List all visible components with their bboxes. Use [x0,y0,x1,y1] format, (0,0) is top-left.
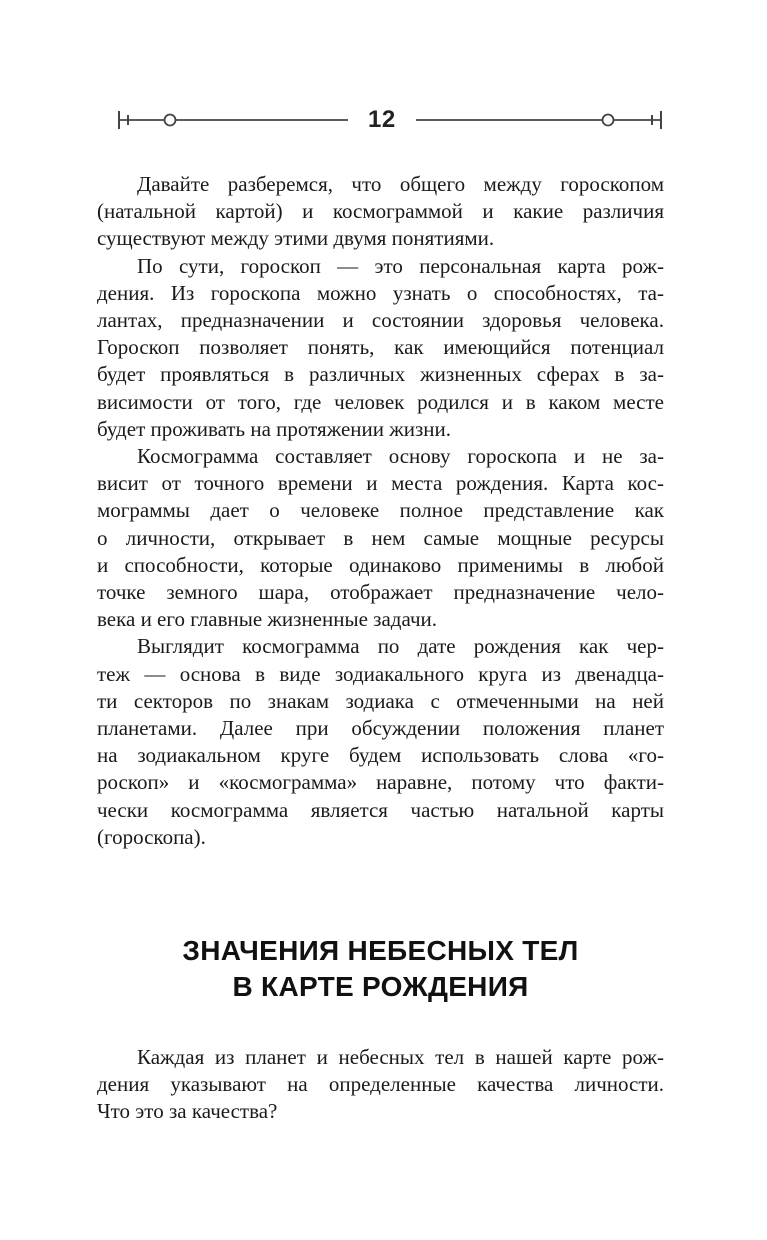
section-heading-line: ЗНАЧЕНИЯ НЕБЕСНЫХ ТЕЛ [182,935,579,966]
page-number: 12 [368,106,396,133]
ornament-circle-icon [602,115,613,126]
text-line: Каждая из планет и небесных тел в нашей карте рож- [137,1045,664,1069]
text-line: дения. Из гороскопа можно узнать о способностях, та- [97,280,664,305]
text-line: Что это за качества? [97,1099,278,1124]
text-line: ти секторов по знакам зодиака с отмеченными на ней [97,688,664,713]
text-line: Выглядит космограмма по дате рождения как чер- [137,634,664,659]
text-line: теж — основа в виде зодиакального круга из двенадца- [97,661,664,686]
paragraph [97,253,664,443]
text-line: существуют между этими двумя понятиями. [97,226,495,251]
text-line: будет проявляться в различных жизненных сферах в за- [97,362,664,387]
text-line: о личности, открывает в нем самые мощные ресурсы [97,525,664,550]
paragraph [97,1044,664,1126]
closing-text [97,1044,664,1126]
text-line: роскоп» и «космограмма» наравне, потому что факти- [97,770,664,795]
text-line: дения указывают на определенные качества личности. [97,1072,664,1097]
text-line: века и его главные жизненные задачи. [97,607,437,632]
text-line: на зодиакальном круге будем использовать слова «го- [97,743,664,768]
text-line: По сути, гороскоп — это персональная карта рож- [137,253,664,278]
paragraph [97,443,664,633]
header-ornament-right [416,110,663,130]
text-line: (гороскопа). [97,824,206,849]
ornament-circle-icon [165,115,176,126]
text-line: чески космограмма является частью натальной карты [97,797,664,822]
text-line: Давайте разберемся, что общего между гороскопом [137,172,664,196]
body-text [97,171,664,851]
text-line: точке земного шара, отображает предназначение чело- [97,580,664,605]
text-line: мограммы дает о человеке полное представление как [97,498,664,523]
text-line: и способности, которые одинаково применимы в любой [97,552,664,577]
section-heading [97,933,664,1005]
paragraph [97,171,664,253]
page-header [118,103,659,137]
text-line: Гороскоп позволяет понять, как имеющийся потенциал [97,335,664,360]
section-heading-line: В КАРТЕ РОЖДЕНИЯ [232,971,529,1002]
text-line: Космограмма составляет основу гороскопа и не за- [137,444,664,469]
header-ornament-left [118,110,348,130]
text-line: лантах, предназначении и состоянии здоровья человека. [97,308,664,333]
text-line: планетами. Далее при обсуждении положения планет [97,716,664,741]
text-line: висимости от того, где человек родился и в каком месте [97,389,664,414]
paragraph [97,633,664,851]
text-line: висит от точного времени и места рождения. Карта кос- [97,471,664,496]
text-line: будет проживать на протяжении жизни. [97,416,451,441]
text-line: (натальной картой) и космограммой и какие различия [97,199,664,224]
